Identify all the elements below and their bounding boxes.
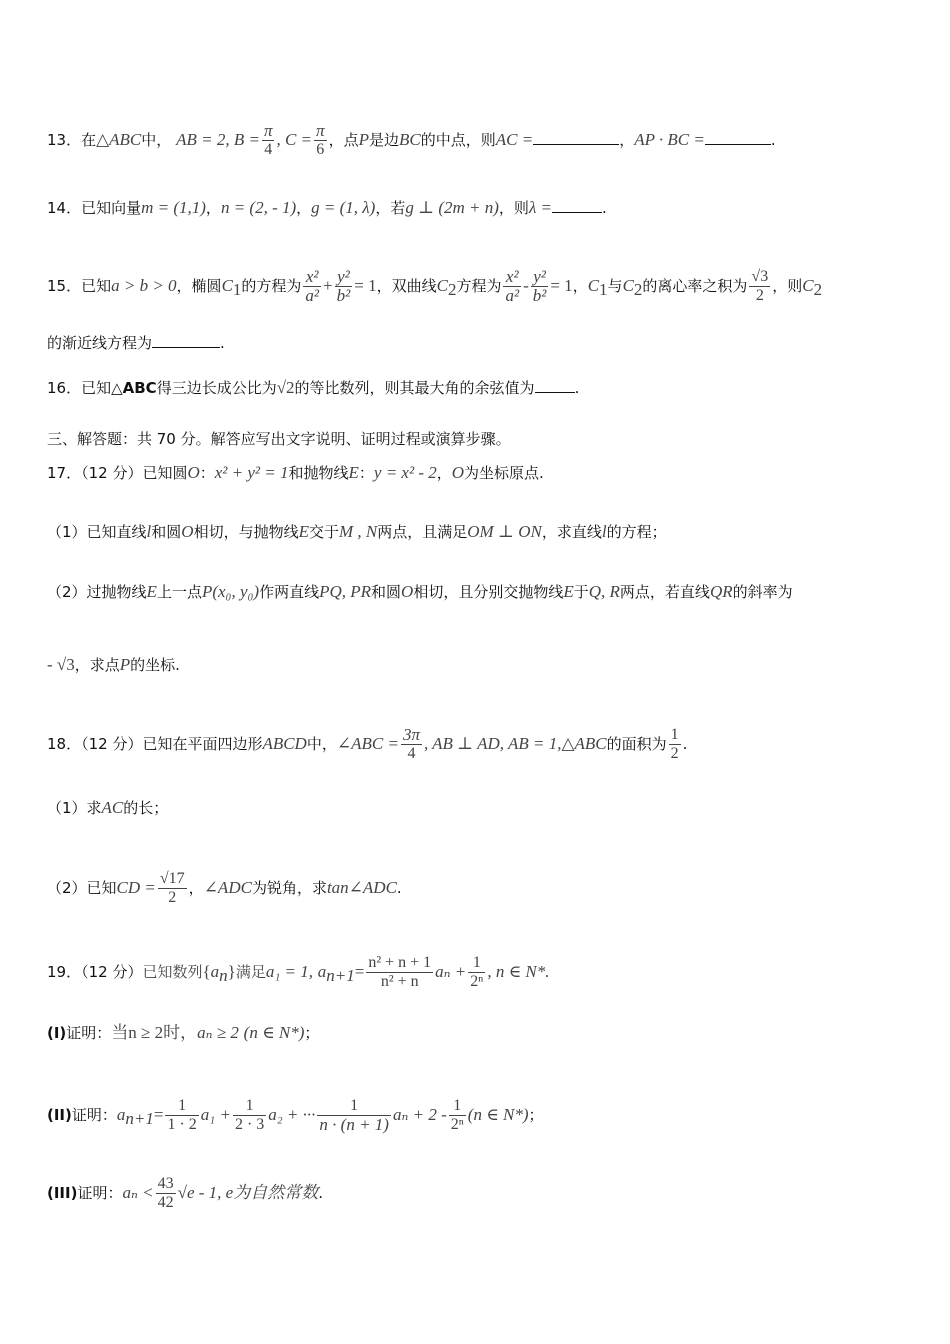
text: ，点 [328,131,359,149]
fraction-1-2n [468,954,485,991]
equals-one: = 1 [354,276,377,295]
question-19-part-1 [47,1023,920,1043]
text: . [602,199,607,217]
fraction-sqrt17-2 [158,870,187,907]
text: . [318,1184,323,1202]
text: ； [304,1024,320,1042]
text: ， [296,199,312,217]
neg-sqrt-3: - √3 [47,655,75,674]
question-18-part-1 [47,798,920,818]
numerator: x² [303,268,321,287]
text: ，则 [772,277,803,295]
denominator: n · (n + 1) [319,1115,389,1134]
q14-number: 14．已知向量 [47,199,142,217]
text: 两点，若直线 [619,583,710,601]
n-in-n: (n ∈ N*) [243,1023,305,1042]
points-qr: Q, R [588,582,620,601]
text: 两点，且满足 [377,523,468,541]
text: 的方程为 [241,277,302,295]
text: 相切，与抛物线 [193,523,299,541]
om-perp-on: OM ⊥ ON [467,522,542,541]
text: 的坐标. [130,656,180,674]
answer-blank-asymptote[interactable] [152,346,220,348]
text: ，双曲线 [376,277,437,295]
numerator: √17 [159,870,185,887]
denominator: 2 [168,889,177,906]
text: 的等比数列，则其最大角的余弦值为 [294,379,535,397]
numerator: 1 [670,726,679,743]
equals-one: = 1 [550,276,573,295]
denominator: 2 [670,745,679,762]
parabola-e: E [146,582,157,601]
vector-m: m = (1,1) [141,198,206,217]
circle-o: O [401,582,414,601]
text: 上一点 [156,583,202,601]
text: . [682,735,688,753]
numerator: 3π [402,725,420,744]
question-17 [47,463,920,483]
answer-blank-ac[interactable] [533,143,619,145]
text: . [574,379,580,397]
text: 于 [573,583,589,601]
denominator: b² [532,286,547,305]
denominator: 42 [157,1194,174,1211]
curve-c2: C [622,276,634,295]
perpendicular-condition: g ⊥ (2m + n) [405,198,499,217]
question-17-part-1 [47,522,920,542]
parabola-equation: y = x² - 2 [373,463,437,482]
text: 和抛物线 [288,464,349,482]
question-18-part-2 [47,870,920,907]
text: ，则 [498,199,529,217]
denominator: a² [305,286,320,305]
text: 的面积为 [606,735,667,753]
numerator: 43 [157,1175,174,1192]
fraction-1-12 [165,1097,198,1134]
denominator: 2 · 3 [234,1116,265,1133]
question-13 [47,122,920,159]
denominator: 4 [407,745,416,762]
curve-c2: C [436,276,448,295]
an-less-than: aₙ < [122,1183,154,1202]
numerator: n² + n + 1 [368,954,432,971]
text: 的离心率之积为 [642,277,748,295]
question-19: 19．（12 分）已知数列$\{a_n\}$满足a₁ = 1, $a_{n+1}=$ $\frac{\text{n² + n + 1}}{\text{n² + n}}$ aₙ + $\frac{1}{\text{2ⁿ}}$ , n ∈ N*. [47,954,550,990]
parabola-e: E [563,582,574,601]
condition-ab-b: AB = 2, B = [176,130,260,149]
sqrt-2: √2 [276,378,295,397]
parabola-e: E [298,522,309,541]
numerator: π [263,121,273,140]
q18-number: 18．（12 分）已知在平面四边形 [47,735,263,753]
sqrt-e-minus-1: √e - 1, e为自然常数 [177,1183,319,1202]
text: 作两直线 [259,583,320,601]
fraction-pi-4 [262,122,275,159]
curve-c2: C [802,276,814,295]
numerator: y² [531,268,549,287]
text: （1）求 [47,799,102,817]
an-plus-2-minus: aₙ + 2 - [392,1105,447,1124]
conditions: , AB ⊥ AD, AB = 1,△ABC [423,734,607,753]
text: 和圆 [151,523,182,541]
part-label-ii: (II) [47,1106,72,1124]
question-15-line-2 [47,333,920,353]
numerator: 1 [165,1097,198,1116]
origin-o: O [451,463,465,482]
text: 证明： [71,1106,117,1124]
question-19-part-2: (II)证明：$a_{n+1}=$ $\frac{1}{1 \cdot 2}$ a₁ + $\frac{1}{2 \cdot 3}$ a₂ + ··· $\frac{1}{n \cdot (n + 1)}$ aₙ + 2 - $\frac{1}{\text{2ⁿ}}$ (n ∈ N*)； [47,1097,544,1134]
fraction-y2-b2 [531,268,549,305]
text: 证明： [77,1184,123,1202]
numerator: π [316,121,325,140]
numerator: 1 [233,1097,266,1116]
answer-blank-lambda[interactable] [552,211,602,213]
text: ： [199,464,215,482]
q13-number: 13．在 [47,131,97,149]
text: ， [572,277,588,295]
part-label-iii: (III) [47,1184,78,1202]
fraction-recurrence [366,954,433,991]
curve-c1: C [221,276,233,295]
question-16 [47,378,920,398]
text: 是边 [368,131,399,149]
fraction-1-2n [449,1097,466,1134]
answer-blank-cosine[interactable] [535,391,575,393]
a-n-plus-1: a [317,962,327,981]
text: 满足 [235,963,266,981]
circle-equation: x² + y² = 1 [214,463,289,482]
text: 已知数列 [142,963,203,981]
a1-equals-1: a₁ = 1, [265,962,313,981]
lambda-equals: λ = [528,198,553,217]
text: 的斜率为 [732,583,793,601]
fraction-1-2 [669,726,681,763]
numerator: 1 [468,954,485,973]
lines-pq-pr: PQ, PR [319,582,372,601]
text: 为锐角，求 [251,879,327,897]
text: ， [619,131,635,149]
text: ， [436,464,452,482]
denominator: 1 · 2 [167,1116,197,1133]
circle-o: O [187,463,200,482]
fraction-3pi-4 [401,726,422,763]
circle-o: O [181,522,194,541]
denominator: 2ⁿ [470,973,484,990]
fraction-43-42 [156,1175,176,1212]
q19-number: 19．（12 分） [47,963,143,981]
an-plus: aₙ + [435,962,467,981]
text: 得三边长成公比为 [156,379,277,397]
fraction-pi-6 [314,122,327,159]
text: . [770,131,776,149]
numerator: √3 [751,268,769,285]
text: 交于 [308,523,339,541]
numerator: 1 [317,1097,391,1116]
an-ge-2: aₙ ≥ 2 [197,1023,239,1042]
text: ，求直线 [541,523,602,541]
triangle-abc: △ABC [111,379,157,397]
text: 中， [141,131,172,149]
question-18 [47,726,920,763]
a2-dots: a₂ + ··· [268,1105,316,1124]
line-qr: QR [709,582,733,601]
text: ，求点 [74,656,120,674]
denominator: 2ⁿ [450,1116,464,1133]
line-l: l [146,522,152,541]
numerator: 1 [449,1097,466,1116]
question-15: 15．已知a > b > 0，椭圆$C_1$的方程为 $\frac{\text{x²}}{\text{a²}}$ + $\frac{\text{y²}}{\text{b²}}$ = 1，双曲线$C_2$方程为 $\frac{\text{x²}}{\text{a²}}$ - $\frac{\text{y²}}{\text{b²}}$ = 1，$C_1$与$C_2$的离心率之积为 $\frac{√3}{2}$ ，则$C_2$ [47,267,823,305]
denominator: 4 [264,141,273,158]
fraction-x2-a2 [303,268,321,305]
n-in-n: (n ∈ N*) [467,1105,529,1124]
n-in-n: , n ∈ N*. [487,962,550,981]
text: ； [528,1106,544,1124]
question-19-part-3 [47,1175,920,1212]
vector-g: g = (1, λ) [311,198,376,217]
vector-n: n = (2, - 1) [220,198,297,217]
fraction-1-n-n1 [317,1097,391,1134]
ac-equals: AC = [495,130,534,149]
parabola-e: E [348,463,359,482]
answer-blank-dot[interactable] [705,143,771,145]
curve-c1: C [587,276,600,295]
segment-ac: AC [101,798,124,817]
question-14 [47,198,920,218]
section-3-heading: 三、解答题：共 70 分。解答应写出文字说明、证明过程或演算步骤。 [47,430,511,448]
point-p: P [119,655,131,674]
text: 的方程； [606,523,667,541]
denominator: 6 [316,141,325,158]
text: . [396,879,402,897]
denominator: a² [505,286,520,305]
denominator: n² + n [380,973,419,990]
cd-equals: CD = [116,878,156,897]
numerator: y² [335,268,353,287]
text: 和圆 [371,583,402,601]
text: ， [205,199,221,217]
condition-a-b: a > b > 0 [111,276,177,295]
text: ： [358,464,374,482]
tan-adc: tan∠ADC [326,878,397,897]
q16-number: 16．已知 [47,379,112,397]
segment-bc: BC [398,130,421,149]
point-p: P [358,130,369,149]
fraction-1-23 [233,1097,266,1134]
fraction-y2-b2 [335,268,353,305]
text: 证明： [66,1024,112,1042]
text: （1）已知直线 [47,523,147,541]
text: 中， [306,735,337,753]
question-17-part-2 [47,582,920,602]
denominator: b² [336,286,351,305]
text: . [220,334,225,352]
text: （2）过抛物线 [47,583,147,601]
point-p0: P(x₀, y₀) [201,582,260,601]
text: 的渐近线方程为 [47,334,153,352]
angle-abc: ∠ABC = [336,734,399,753]
fraction-sqrt3-2 [749,268,770,305]
text: 与 [607,277,623,295]
points-mn: M , N [339,522,378,541]
text: （2）已知 [47,879,117,897]
text: ，椭圆 [176,277,222,295]
text: 的长； [123,799,169,817]
q15-number: 15．已知 [47,277,112,295]
text: 为坐标原点. [464,464,544,482]
sequence-a: a [210,962,220,981]
text: 的中点，则 [420,131,496,149]
triangle-abc: △ABC [96,130,142,149]
condition-c: , C = [276,130,313,149]
fraction-x2-a2 [503,268,521,305]
line-l: l [601,522,607,541]
q17-number: 17．（12 分）已知圆 [47,464,188,482]
question-17-part-2-line-2 [47,655,920,675]
numerator: x² [503,268,521,287]
quadrilateral-abcd: ABCD [262,734,307,753]
part-label-i: (I) [47,1024,67,1042]
a-n-plus-1: a [116,1105,126,1124]
text: ，若 [375,199,406,217]
when-n-ge-2: 当n ≥ 2时， [111,1023,198,1042]
text: 相切，且分别交抛物线 [413,583,564,601]
dot-product: AP · BC = [634,130,705,149]
text: 方程为 [456,277,502,295]
angle-adc: ∠ADC [203,878,252,897]
text: ， [188,879,204,897]
denominator: 2 [755,287,764,304]
